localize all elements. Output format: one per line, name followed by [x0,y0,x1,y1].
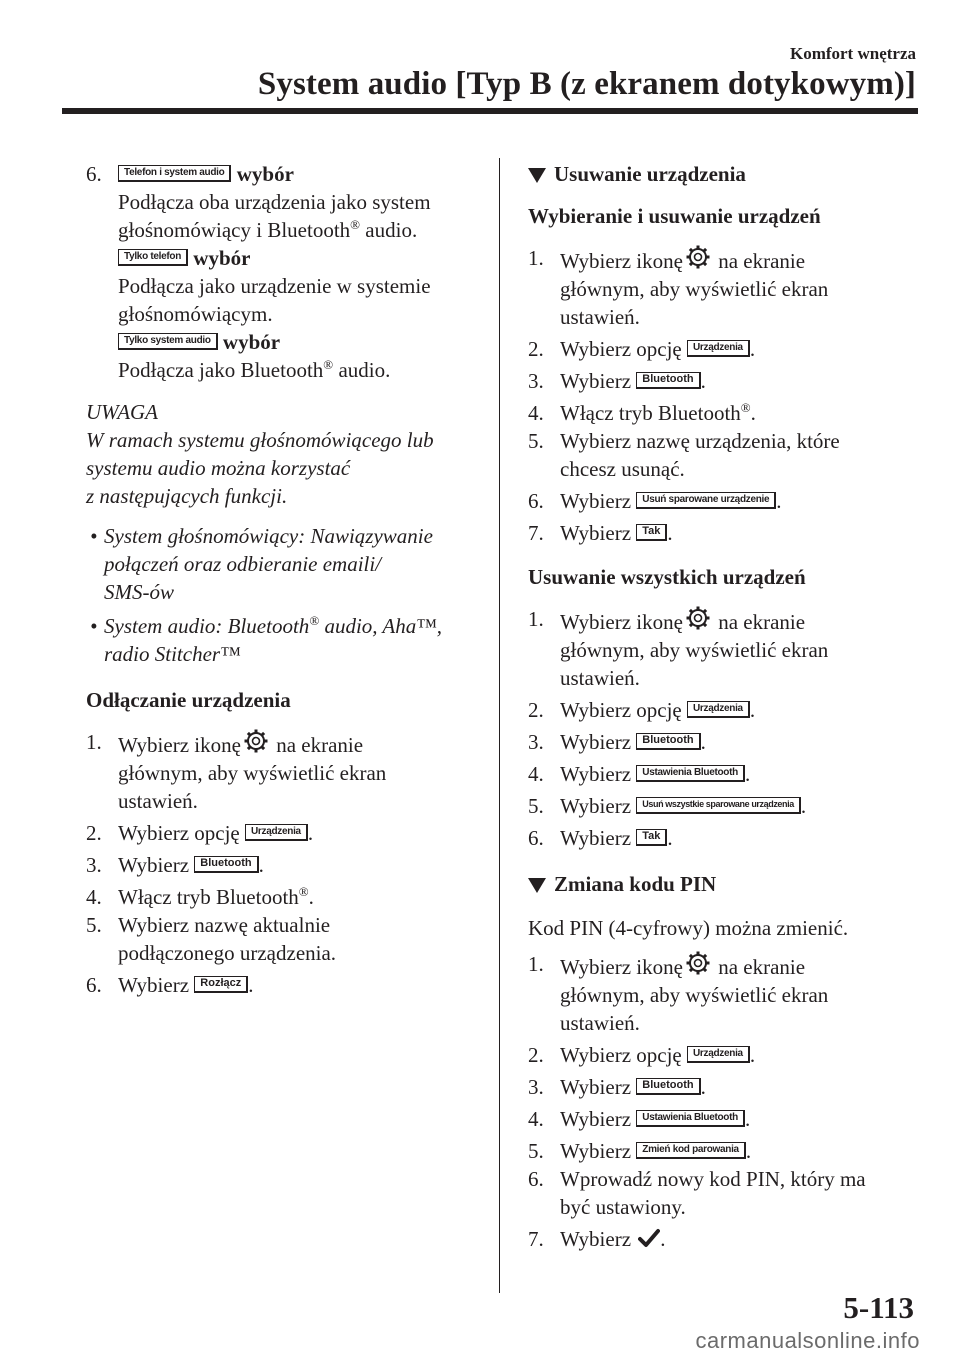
step [528,696,908,724]
step [528,792,908,820]
text: Wybierz nazwę urządzenia, które [560,429,840,453]
section-heading [528,870,908,898]
step-number: 2. [528,1043,544,1067]
checkmark-icon [638,1228,660,1248]
step [528,1165,908,1221]
text: podłączonego urządzenia. [118,941,337,965]
text: . [700,730,706,754]
text: głównym, aby wyświetlić ekran [118,761,387,785]
settings-gear-icon [685,605,711,631]
step-number: 3. [528,1075,544,1099]
button-urzadzenia[interactable]: Urządzenia [687,1046,750,1063]
step-number: 6. [86,973,102,997]
step-number: 7. [528,521,544,545]
text: na ekranie [712,955,806,979]
text: . [776,489,782,513]
button-urzadzenia[interactable]: Urządzenia [245,824,308,841]
text: głośnomówiącym. [118,302,273,326]
header-section: Komfort wnętrza [789,44,916,63]
choice-label: wybór [222,330,281,354]
step [528,427,908,483]
button-telefon-i-system-audio[interactable]: Telefon i system audio [118,165,231,182]
header-rule [62,108,918,114]
step-number: 5. [528,429,544,453]
text: Wybierz [560,1107,637,1131]
step [528,605,908,692]
note-title: UWAGA [86,400,159,424]
text: . [258,853,264,877]
step-number: 2. [528,337,544,361]
watermark: carmanualsonline.info [695,1328,920,1353]
text: ustawień. [560,305,640,329]
text: ustawień. [118,789,198,813]
step [528,487,908,515]
step-number: 3. [528,730,544,754]
note-text [86,426,486,510]
text: . [667,521,673,545]
step [86,728,486,815]
text: Wybierz [560,794,637,818]
subsection-title: Odłączanie urządzenia [86,688,291,712]
text: Podłącza jako Bluetooth [118,358,324,382]
text: Wybierz [560,369,637,393]
button-tak[interactable]: Tak [636,829,667,846]
step-number: 3. [528,369,544,393]
step-number: 1. [528,952,544,976]
text: na ekranie [712,249,806,273]
step-6-options [86,160,486,384]
text: audio, Aha™, [319,614,443,638]
step-number: 6. [528,489,544,513]
button-ustawienia-bluetooth[interactable]: Ustawienia Bluetooth [636,1110,745,1127]
triangle-marker-icon [528,168,546,183]
text: System głośnomówiący: Nawiązywanie [104,524,433,548]
step-number: 1. [86,730,102,754]
text: Wybierz [118,853,195,877]
step-number: 3. [86,853,102,877]
bullet-marker: • [90,524,98,548]
settings-gear-icon [685,950,711,976]
text: Wybierz [560,730,637,754]
step-number: 4. [528,401,544,425]
text: głównym, aby wyświetlić ekran [560,277,829,301]
button-tak[interactable]: Tak [636,524,667,541]
text: Podłącza jako urządzenie w systemie [118,274,431,298]
text: z następujących funkcji. [86,484,288,508]
text: . [750,401,756,425]
text: . [700,1075,706,1099]
step [528,950,908,1037]
text: audio. [333,358,391,382]
text: Wybierz ikonę [560,249,683,273]
text: Zmiana kodu PIN [554,872,717,896]
button-tylko-telefon[interactable]: Tylko telefon [118,249,188,266]
text: . [745,1139,752,1163]
step [528,399,908,427]
button-ustawienia-bluetooth[interactable]: Ustawienia Bluetooth [636,765,745,782]
note-bullet [86,522,486,606]
settings-gear-icon [685,244,711,270]
step [528,335,908,363]
text: System audio: Bluetooth [104,614,310,638]
text: Wybierz ikonę [560,610,683,634]
text: na ekranie [270,733,364,757]
button-usun-sparowane-urzadzenie[interactable]: Usuń sparowane urządzenie [636,492,776,509]
step-number: 6. [528,1167,544,1191]
text: Wybierz [560,489,637,513]
subsection-title: Usuwanie wszystkich urządzeń [528,565,806,589]
text: Włącz tryb Bluetooth [560,401,741,425]
intro-text: Kod PIN (4-cyfrowy) można zmienić. [528,916,849,940]
text: Wybierz ikonę [118,733,241,757]
button-bluetooth[interactable]: Bluetooth [636,733,700,750]
text: Wybierz opcję [560,337,688,361]
registered-mark: ® [350,217,361,232]
button-tylko-system-audio[interactable]: Tylko system audio [118,333,218,350]
note-bullet [86,612,486,668]
text: audio. [360,218,418,242]
step-number: 4. [528,1107,544,1131]
step-number: 5. [528,1139,544,1163]
right-column [528,160,908,1253]
text: . [667,826,673,850]
text: chcesz usunąć. [560,457,685,481]
column-divider [499,158,500,1293]
text: . [749,337,756,361]
text: Wybierz nazwę aktualnie [118,913,331,937]
text: Wybierz [560,521,637,545]
step-number: 1. [528,607,544,631]
step-number: 5. [528,794,544,818]
button-bluetooth[interactable]: Bluetooth [194,856,258,873]
step [528,824,908,852]
text: na ekranie [712,610,806,634]
text: . [248,973,254,997]
triangle-marker-icon [528,878,546,893]
step-number: 6. [86,162,102,186]
text: Wybierz opcję [560,698,688,722]
step [528,244,908,331]
text: Włącz tryb Bluetooth [118,885,299,909]
step [86,971,486,999]
step [528,1105,908,1133]
button-urzadzenia[interactable]: Urządzenia [687,701,750,718]
button-zmien-kod-parowania[interactable]: Zmień kod parowania [636,1142,746,1159]
text: Wybierz [560,1075,637,1099]
text: Wybierz [560,1227,637,1251]
text: . [660,1227,666,1251]
subsection-title: Wybieranie i usuwanie urządzeń [528,204,821,228]
text: SMS-ów [104,580,174,604]
step [528,728,908,756]
page-title: System audio [Typ B (z ekranem dotykowym)] [257,66,916,102]
text: . [800,794,807,818]
text: ustawień. [560,666,640,690]
registered-mark: ® [298,884,309,899]
step [528,760,908,788]
button-bluetooth[interactable]: Bluetooth [636,372,700,389]
text: radio Stitcher™ [104,642,241,666]
text: ustawień. [560,1011,640,1035]
step-number: 4. [528,762,544,786]
step [86,911,486,967]
text: . [700,369,706,393]
step-number: 2. [528,698,544,722]
step-number: 7. [528,1227,544,1251]
text: . [749,1043,756,1067]
text: Wybierz ikonę [560,955,683,979]
text: głównym, aby wyświetlić ekran [560,638,829,662]
text: . [307,821,314,845]
text: głośnomówiący i Bluetooth [118,218,351,242]
choice-label: wybór [236,162,294,186]
text: . [744,1107,751,1131]
text: Wprowadź nowy kod PIN, który ma [560,1167,866,1191]
step-number: 5. [86,913,102,937]
step-number: 6. [528,826,544,850]
step [528,1073,908,1101]
registered-mark: ® [309,613,320,628]
text: Wybierz [118,973,195,997]
step-number: 1. [528,246,544,270]
step [528,1225,908,1253]
step [86,819,486,847]
step [528,367,908,395]
step-number: 2. [86,821,102,845]
text: systemu audio można korzystać [86,456,351,480]
text: Wybierz opcję [560,1043,688,1067]
choice-label: wybór [193,246,251,270]
text: W ramach systemu głośnomówiącego lub [86,428,434,452]
step [528,1137,908,1165]
step [528,1041,908,1069]
text: Podłącza oba urządzenia jako system [118,190,431,214]
text: Wybierz opcję [118,821,246,845]
button-urzadzenia[interactable]: Urządzenia [687,340,750,357]
step-number: 4. [86,885,102,909]
page-number: 5-113 [843,1290,914,1325]
registered-mark: ® [740,400,751,415]
text: Wybierz [560,826,637,850]
text: Wybierz [560,762,637,786]
text: . [749,698,756,722]
settings-gear-icon [243,728,269,754]
text: . [308,885,314,909]
step [86,851,486,879]
step [86,883,486,911]
text: połączeń oraz odbieranie emaili/ [104,552,382,576]
text: . [744,762,751,786]
text: głównym, aby wyświetlić ekran [560,983,829,1007]
left-column [86,160,486,999]
text: Usuwanie urządzenia [554,162,746,186]
button-bluetooth[interactable]: Bluetooth [636,1078,700,1095]
button-usun-wszystkie-sparowane-urzadzenia[interactable]: Usuń wszystkie sparowane urządzenia [636,797,801,814]
step [528,519,908,547]
section-heading [528,160,908,188]
text: Wybierz [560,1139,637,1163]
bullet-marker: • [90,614,98,638]
button-rozlacz[interactable]: Rozłącz [194,976,248,993]
text: być ustawiony. [560,1195,686,1219]
registered-mark: ® [323,357,334,372]
